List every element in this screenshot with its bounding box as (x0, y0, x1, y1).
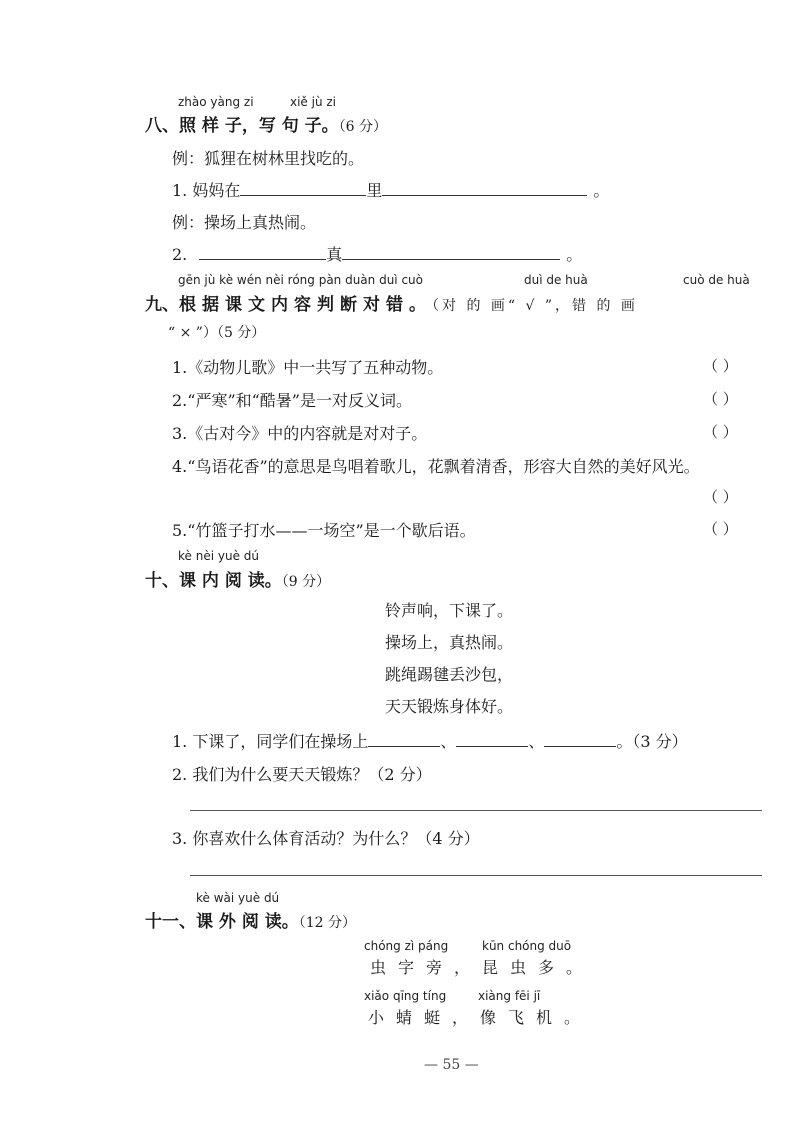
q10-poem-line-3: 跳绳踢毽丢沙包， (385, 665, 514, 684)
q11-line-1-pinyin-b: kūn chóng duō (482, 939, 572, 953)
q10-blank-3[interactable] (544, 730, 616, 747)
q9-title: 根据课文内容判断对错。 (179, 295, 432, 315)
q11-line-2: 小蜻蜓，像飞机。 (368, 1008, 593, 1027)
q9-answer-4[interactable]: （ ） (703, 488, 738, 506)
q10-question-3: 3. 你喜欢什么体育活动？为什么？（4 分） (172, 829, 480, 848)
q10-blank-1[interactable] (368, 730, 440, 747)
q11-line-2-pinyin-a: xiǎo qīng tíng (364, 989, 447, 1003)
q10-question-1-end: 。（3 分） (616, 732, 688, 751)
q8-example-2: 例：操场上真热闹。 (172, 213, 317, 232)
q10-blank-2[interactable] (456, 730, 528, 747)
q8-pinyin-2: xiě jù zi (290, 95, 337, 109)
q10-question-2: 2. 我们为什么要天天锻炼？（2 分） (172, 765, 432, 784)
q10-sep-2: 、 (528, 732, 545, 751)
q9-item-3: 3.《古对今》中的内容就是对对子。 (172, 424, 428, 443)
q9-item-4: 4.“鸟语花香”的意思是鸟唱着歌儿，花飘着清香，形容大自然的美好风光。 (172, 457, 700, 476)
q9-answer-3[interactable]: （ ） (703, 423, 738, 441)
q11-title: 课 外 阅 读。 (196, 912, 299, 932)
q10-question-1-text: 1. 下课了，同学们在操场上 (172, 732, 369, 751)
q10-question-1 (172, 729, 688, 752)
q11-points: （12 分） (298, 915, 357, 931)
q10-poem-line-4: 天天锻炼身体好。 (385, 697, 514, 716)
q8-item-2-mid: 真 (326, 245, 343, 264)
q8-item-2 (172, 242, 582, 265)
q10-points: （9 分） (281, 574, 331, 590)
q8-item-2-blank-b[interactable] (342, 243, 560, 260)
q8-item-1-text: 1. 妈妈在 (172, 181, 241, 200)
page-number: — 55 — (424, 1057, 479, 1073)
q9-answer-1[interactable]: （ ） (703, 357, 738, 375)
q8-heading (145, 111, 387, 136)
q8-item-1 (172, 178, 609, 201)
q10-heading (145, 566, 330, 591)
q10-number: 十、 (145, 571, 179, 591)
q8-pinyin-1: zhào yàng zi (178, 95, 254, 109)
q8-title: 照 样 子，写 句 子。 (179, 116, 339, 136)
q10-poem-line-1: 铃声响，下课了。 (385, 601, 514, 620)
q10-sep-1: 、 (440, 732, 457, 751)
q8-item-1-blank-a[interactable] (240, 179, 366, 196)
q9-answer-2[interactable]: （ ） (703, 390, 738, 408)
q11-line-2-pinyin-b: xiàng fēi jī (478, 989, 541, 1003)
q11-heading (145, 907, 356, 932)
q9-item-1: 1.《动物儿歌》中一共写了五种动物。 (172, 358, 444, 377)
q9-pinyin-title: gēn jù kè wén nèi róng pàn duàn duì cuò (178, 273, 423, 287)
q9-item-5: 5.“竹篮子打水——一场空”是一个歇后语。 (172, 521, 476, 540)
q10-pinyin: kè nèi yuè dú (178, 549, 259, 563)
q9-pinyin-cuo: cuò de huà (683, 273, 750, 287)
q8-item-2-text: 2. (172, 245, 188, 264)
q9-instruction-a: （对 的 画“ √ ”，错 的 画 (432, 298, 638, 314)
q8-item-2-end: 。 (566, 245, 583, 264)
q11-line-1-pinyin-a: chóng zì páng (364, 939, 449, 953)
q11-pinyin: kè wài yuè dú (196, 891, 280, 905)
q10-title: 课 内 阅 读。 (179, 571, 282, 591)
q8-item-1-mid: 里 (366, 181, 383, 200)
q8-item-1-end: 。 (593, 181, 610, 200)
q8-points: （6 分） (338, 119, 388, 135)
q9-item-2: 2.“严寒”和“酷暑”是一对反义词。 (172, 391, 412, 410)
q10-answer-line-2[interactable] (190, 810, 762, 811)
q8-example-1: 例：狐狸在树林里找吃的。 (172, 149, 365, 168)
q9-pinyin-dui: duì de huà (524, 273, 588, 287)
q8-item-1-blank-b[interactable] (382, 179, 587, 196)
q11-number: 十一、 (145, 912, 196, 932)
q9-answer-5[interactable]: （ ） (703, 520, 738, 538)
q9-number: 九、 (145, 295, 179, 315)
q9-heading (145, 290, 638, 315)
q8-number: 八、 (145, 116, 179, 136)
q8-item-2-blank-a[interactable] (199, 243, 326, 260)
q11-line-1: 虫字旁，昆虫多。 (370, 958, 595, 977)
q10-answer-line-3[interactable] (190, 875, 762, 876)
q9-instruction-b: “ × ”）（5 分） (168, 325, 266, 341)
q10-poem-line-2: 操场上，真热闹。 (385, 633, 514, 652)
